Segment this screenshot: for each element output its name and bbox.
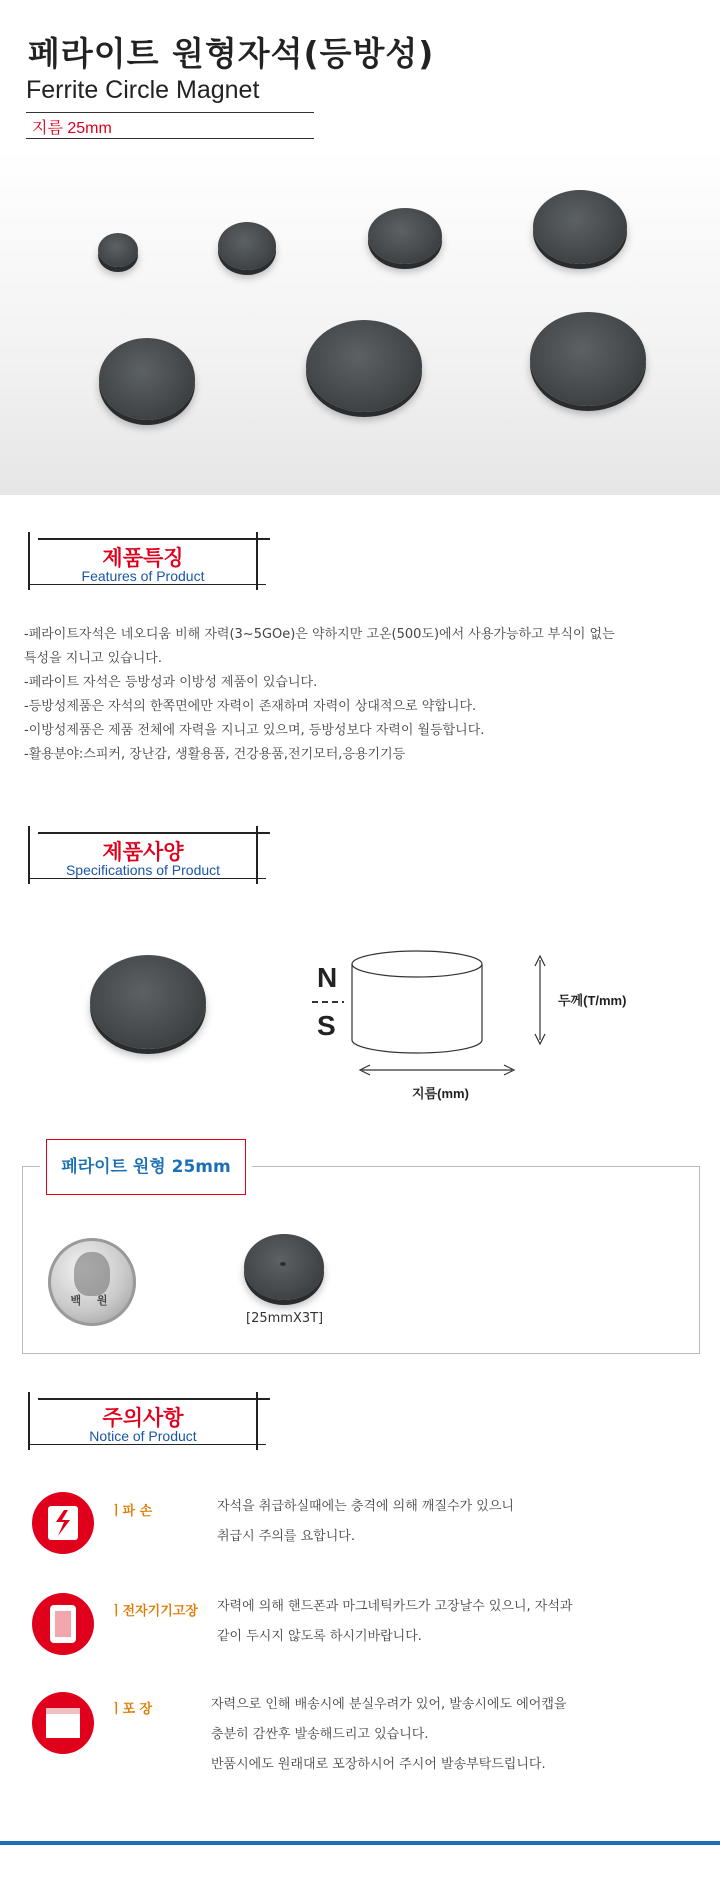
diameter-label: 지름 25mm — [32, 120, 112, 137]
magnet-image — [98, 233, 138, 267]
magnet-hole — [280, 1262, 286, 1266]
frame-line — [38, 832, 270, 834]
page-subtitle: Ferrite Circle Magnet — [26, 76, 260, 104]
section-subtitle: Notice of Product — [89, 1428, 197, 1444]
box-top — [46, 1708, 80, 1714]
section-title: 주의사항 — [102, 1406, 184, 1430]
frame-line — [38, 538, 270, 540]
notice-line: 자석을 취급하실때에는 충격에 의해 깨질수가 있으니 — [217, 1499, 514, 1514]
pole-s-label: S — [317, 1010, 336, 1041]
section-title: 제품특징 — [102, 546, 184, 570]
comparison-tab-label: 페라이트 원형 25mm — [61, 1157, 231, 1177]
crack-icon — [50, 1508, 76, 1538]
magnet-image — [244, 1234, 324, 1300]
feature-line: 특성을 지니고 있습니다. — [24, 651, 162, 666]
feature-line: -등방성제품은 자석의 한쪽면에만 자력이 존재하며 자력이 상대적으로 약합니다. — [24, 699, 477, 714]
divider — [26, 112, 314, 113]
package-icon — [32, 1692, 94, 1754]
feature-line: -활용분야:스피커, 장난감, 생활용품, 건강용품,전기모터,응용기기등 — [24, 747, 406, 762]
coin-image — [48, 1238, 136, 1326]
footer-bar — [0, 1841, 720, 1845]
coin-portrait — [74, 1252, 110, 1296]
feature-line: -이방성제품은 제품 전체에 자력을 지니고 있으며, 등방성보다 자력이 월등합니다. — [24, 723, 485, 738]
spec-diagram — [300, 940, 630, 1100]
magnet-image — [530, 312, 646, 406]
product-photo — [0, 150, 720, 495]
magnet-image — [90, 955, 206, 1049]
magnet-image — [533, 190, 627, 264]
section-subtitle: Features of Product — [81, 568, 205, 584]
notice-title: ㅣ전자기기고장 — [110, 1604, 198, 1619]
coin-text: 백 원 — [70, 1294, 114, 1307]
specs-header — [28, 826, 258, 886]
device-failure-icon — [32, 1593, 94, 1655]
frame-line — [28, 1444, 266, 1445]
magnet-image — [218, 222, 276, 270]
frame-line — [28, 878, 266, 879]
frame-line — [28, 584, 266, 585]
magnet-size-label: [25mmX3T] — [246, 1311, 324, 1326]
thickness-label: 두께(T/mm) — [558, 993, 627, 1008]
phone-screen — [55, 1611, 71, 1637]
divider — [26, 138, 314, 139]
section-subtitle: Specifications of Product — [65, 862, 221, 878]
notice-line: 같이 두시지 않도록 하시기바랍니다. — [217, 1629, 422, 1644]
features-header — [28, 532, 258, 592]
magnet-image — [99, 338, 195, 420]
notice-line: 자력으로 인해 배송시에 분실우려가 있어, 발송시에도 에어캡을 — [211, 1697, 567, 1712]
frame-line — [38, 1398, 270, 1400]
notice-header — [28, 1392, 258, 1452]
page-title: 페라이트 원형자석(등방성) — [28, 34, 435, 73]
notice-line: 취급시 주의를 요합니다. — [217, 1529, 355, 1544]
notice-title: ㅣ파 손 — [110, 1504, 153, 1519]
comparison-tab — [46, 1139, 246, 1195]
section-title: 제품사양 — [102, 840, 184, 864]
breakage-icon — [32, 1492, 94, 1554]
pole-n-label: N — [317, 962, 338, 993]
notice-title: ㅣ포 장 — [110, 1702, 153, 1717]
notice-line: 자력에 의해 핸드폰과 마그네틱카드가 고장날수 있으니, 자석과 — [217, 1599, 573, 1614]
magnet-image — [368, 208, 442, 264]
feature-line: -페라이트 자석은 등방성과 이방성 제품이 있습니다. — [24, 675, 318, 690]
notice-line: 충분히 감싼후 발송해드리고 있습니다. — [211, 1727, 429, 1742]
feature-line: -페라이트자석은 네오디움 비해 자력(3~5GOe)은 약하지만 고온(500도)에서 사용가능하고 부식이 없는 — [24, 627, 615, 642]
magnet-image — [306, 320, 422, 412]
notice-line: 반품시에도 원래대로 포장하시어 주시어 발송부탁드립니다. — [211, 1757, 546, 1772]
diameter-dim-label: 지름(mm) — [412, 1086, 469, 1101]
